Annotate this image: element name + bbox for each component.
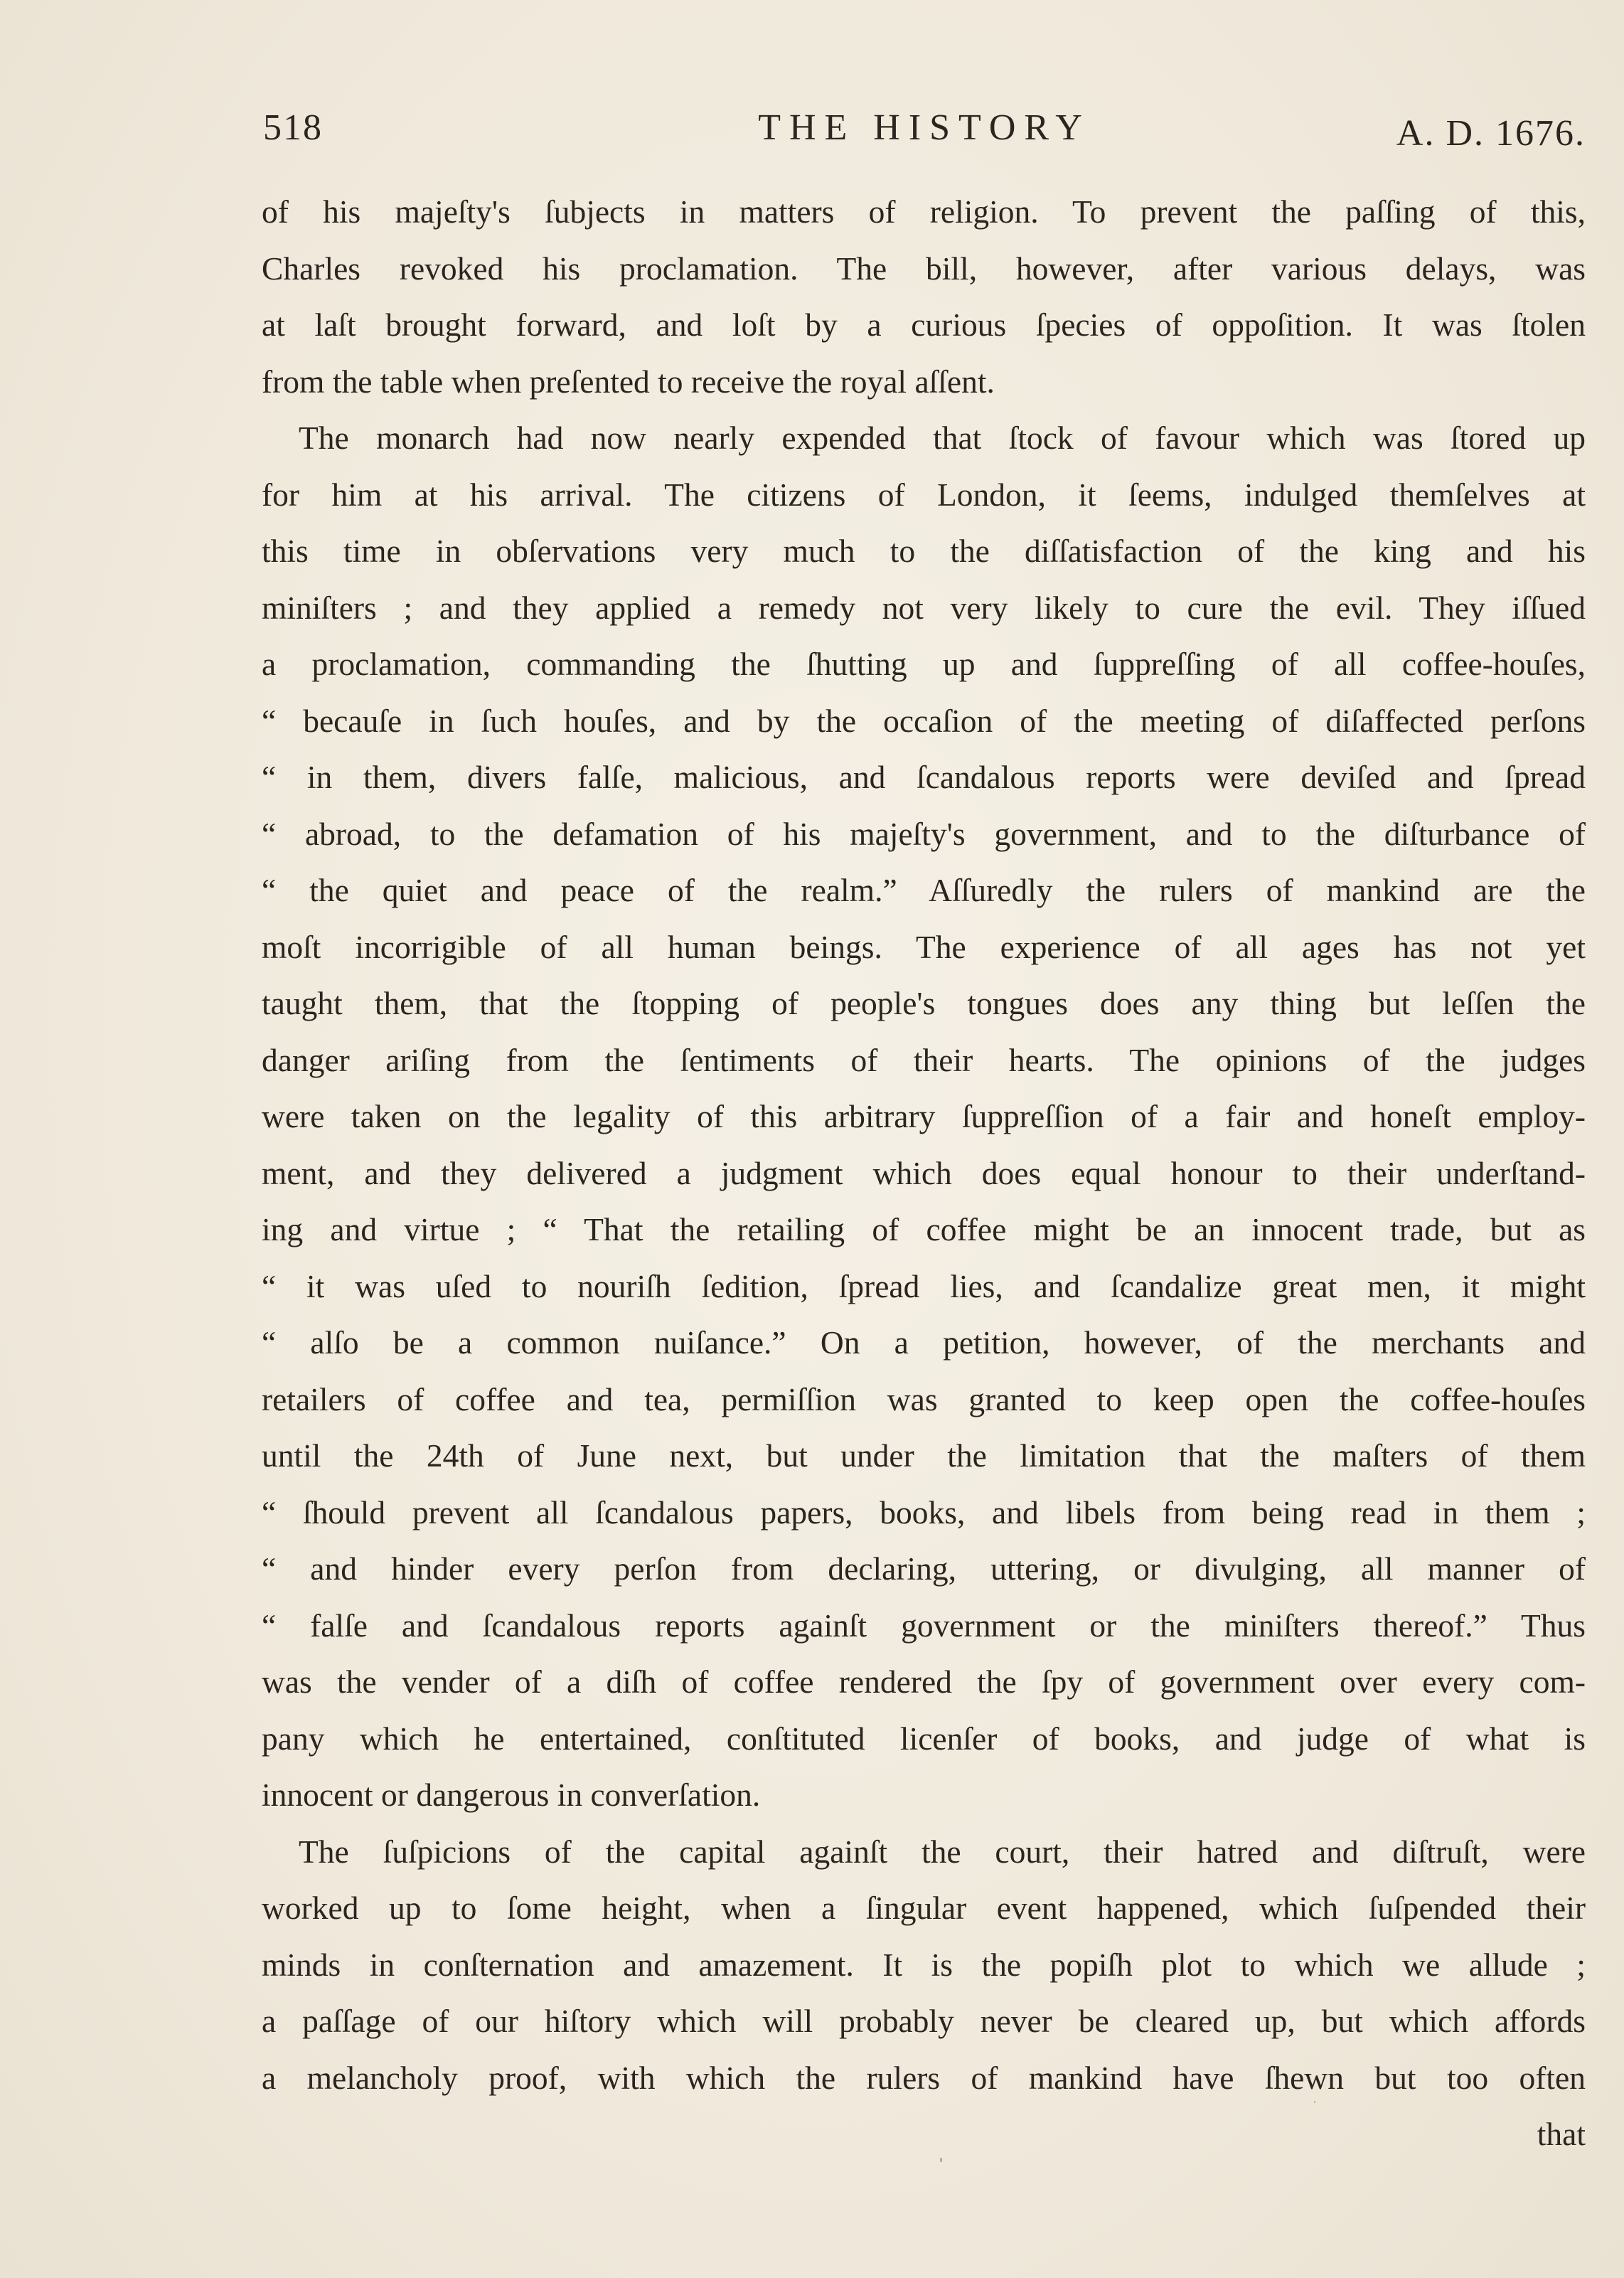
catchword: that <box>1537 2116 1586 2152</box>
text-line: for him at his arrival. The citizens of London, it ſeems, indulged themſelves at <box>262 476 1586 513</box>
text-line: danger ariſing from the ſentiments of their hearts. The opinions of the judges <box>262 1041 1586 1078</box>
text-line: ment, and they delivered a judgment which does equal honour to their underſtand- <box>262 1154 1586 1191</box>
paper-speck <box>1314 2101 1315 2103</box>
text-line: “ falſe and ſcandalous reports againſt government or the miniſters thereof.” Thus <box>262 1607 1586 1644</box>
text-line: at laſt brought forward, and loſt by a curious ſpecies of oppoſition. It was ſtolen <box>262 307 1586 343</box>
text-line: ing and virtue ; “ That the retailing of coffee might be an innocent trade, but as <box>262 1211 1586 1247</box>
text-line: “ in them, divers falſe, malicious, and ſcandalous reports were deviſed and ſpread <box>262 759 1586 795</box>
text-line: from the table when preſented to receive the royal aſſent. <box>262 363 995 400</box>
text-line: retailers of coffee and tea, permiſſion was granted to keep open the coffee-houſes <box>262 1380 1586 1417</box>
running-date: A. D. 1676. <box>1396 113 1586 154</box>
text-line: pany which he entertained, conſtituted licenſer of books, and judge of what is <box>262 1720 1586 1757</box>
text-line: taught them, that the ſtopping of people's tongues does any thing but leſſen the <box>262 985 1586 1021</box>
body-text <box>262 183 1586 2163</box>
text-line: this time in obſervations very much to the diſſatisfaction of the king and his <box>262 533 1586 569</box>
text-line: minds in conſternation and amazement. It is the popiſh plot to which we allude ; <box>262 1946 1586 1983</box>
text-line: a melancholy proof, with which the rulers of mankind have ſhewn but too often <box>262 2059 1586 2096</box>
text-line: “ abroad, to the defamation of his majeſty's government, and to the diſturbance of <box>262 815 1586 852</box>
text-line: innocent or dangerous in converſation. <box>262 1777 761 1813</box>
text-line: The ſuſpicions of the capital againſt the court, their hatred and diſtruſt, were <box>299 1833 1586 1870</box>
text-line: of his majeſty's ſubjects in matters of religion. To prevent the paſſing of this, <box>262 193 1586 230</box>
text-line: was the vender of a diſh of coffee rendered the ſpy of government over every com- <box>262 1664 1586 1700</box>
text-line: until the 24th of June next, but under the limitation that the maſters of them <box>262 1437 1586 1474</box>
page-number: 518 <box>263 107 323 148</box>
running-head <box>263 107 1586 164</box>
text-line: “ ſhould prevent all ſcandalous papers, books, and libels from being read in them ; <box>262 1494 1586 1531</box>
text-line: were taken on the legality of this arbitrary ſuppreſſion of a fair and honeſt employ- <box>262 1098 1586 1134</box>
text-line: “ it was uſed to nouriſh ſedition, ſpread lies, and ſcandalize great men, it might <box>262 1267 1586 1304</box>
paper-speck <box>940 2158 942 2162</box>
text-line: a proclamation, commanding the ſhutting up and ſuppreſſing of all coffee-houſes, <box>262 646 1586 682</box>
text-line: Charles revoked his proclamation. The bill, however, after various delays, was <box>262 250 1586 287</box>
text-line: “ the quiet and peace of the realm.” Aſſuredly the rulers of mankind are the <box>262 872 1586 908</box>
text-line: worked up to ſome height, when a ſingular event happened, which ſuſpended their <box>262 1890 1586 1926</box>
text-line: a paſſage of our hiſtory which will probably never be cleared up, but which affords <box>262 2003 1586 2039</box>
text-line: moſt incorrigible of all human beings. The experience of all ages has not yet <box>262 928 1586 965</box>
text-line: miniſters ; and they applied a remedy not very likely to cure the evil. They iſſued <box>262 589 1586 626</box>
text-line: “ becauſe in ſuch houſes, and by the occaſion of the meeting of diſaffected perſons <box>262 702 1586 739</box>
running-title: THE HISTORY <box>758 107 1091 148</box>
text-line: The monarch had now nearly expended that ſtock of favour which was ſtored up <box>299 420 1586 456</box>
text-line: “ alſo be a common nuiſance.” On a petition, however, of the merchants and <box>262 1324 1586 1361</box>
text-line: “ and hinder every perſon from declaring, uttering, or divulging, all manner of <box>262 1550 1586 1587</box>
